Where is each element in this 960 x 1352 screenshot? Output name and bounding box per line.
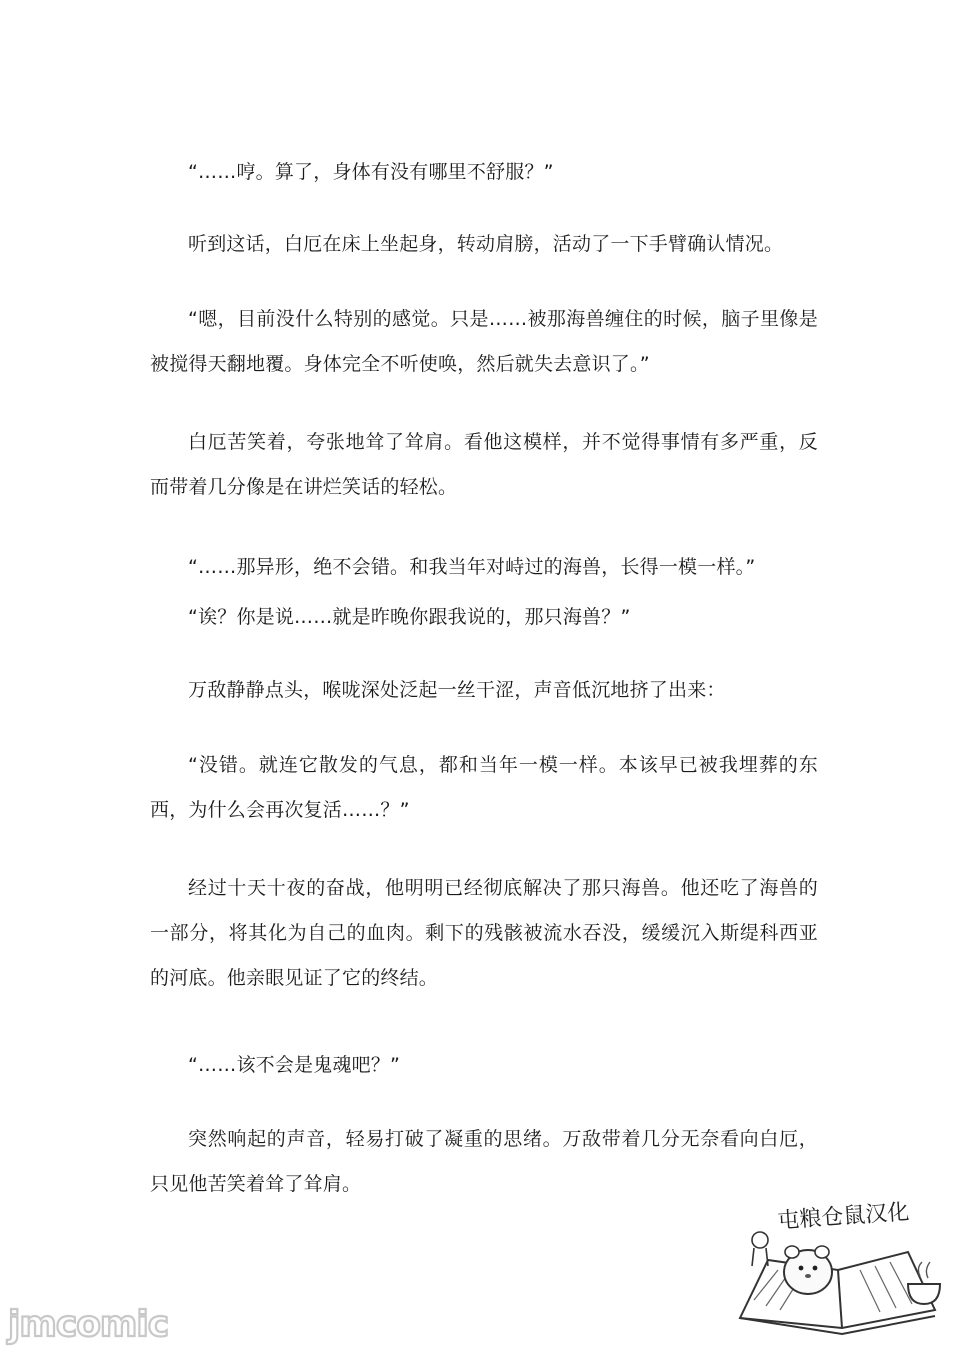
paragraph-3: “嗯，目前没什么特别的感觉。只是……被那海兽缠住的时候，脑子里像是被搅得天翻地覆。身体完全不听使唤，然后就失去意识了。” — [150, 308, 818, 375]
paragraph-5: “……那异形，绝不会错。和我当年对峙过的海兽，长得一模一样。” — [188, 556, 756, 578]
paragraph-11: 突然响起的声音，轻易打破了凝重的思绪。万敌带着几分无奈看向白厄，只见他苦笑着耸了耸肩。 — [150, 1128, 818, 1195]
hamster-reading-book-logo — [730, 1200, 945, 1340]
paragraph-1: “……哼。算了，身体有没有哪里不舒服？” — [188, 161, 554, 183]
paragraph-9: 经过十天十夜的奋战，他明明已经彻底解决了那只海兽。他还吃了海兽的一部分，将其化为自己的血肉。剩下的残骸被流水吞没，缓缓沉入斯缇科西亚的河底。他亲眼见证了它的终结。 — [150, 877, 818, 989]
paragraph-7: 万敌静静点头，喉咙深处泛起一丝干涩，声音低沉地挤了出来： — [188, 679, 726, 701]
paragraph-6: “诶？你是说……就是昨晚你跟我说的，那只海兽？” — [188, 606, 631, 628]
paragraph-8: “没错。就连它散发的气息，都和当年一模一样。本该早已被我埋葬的东西，为什么会再次复活……？” — [150, 754, 818, 821]
svg-text:屯粮仓鼠汉化: 屯粮仓鼠汉化 — [776, 1200, 911, 1234]
jmcomic-watermark-logo — [4, 1298, 204, 1346]
paragraph-10: “……该不会是鬼魂吧？” — [188, 1054, 401, 1076]
paragraph-4: 白厄苦笑着，夸张地耸了耸肩。看他这模样，并不觉得事情有多严重，反而带着几分像是在讲烂笑话的轻松。 — [150, 431, 818, 498]
svg-text:jmcomic: jmcomic — [8, 1304, 169, 1345]
paragraph-2: 听到这话，白厄在床上坐起身，转动肩膀，活动了一下手臂确认情况。 — [188, 233, 784, 255]
